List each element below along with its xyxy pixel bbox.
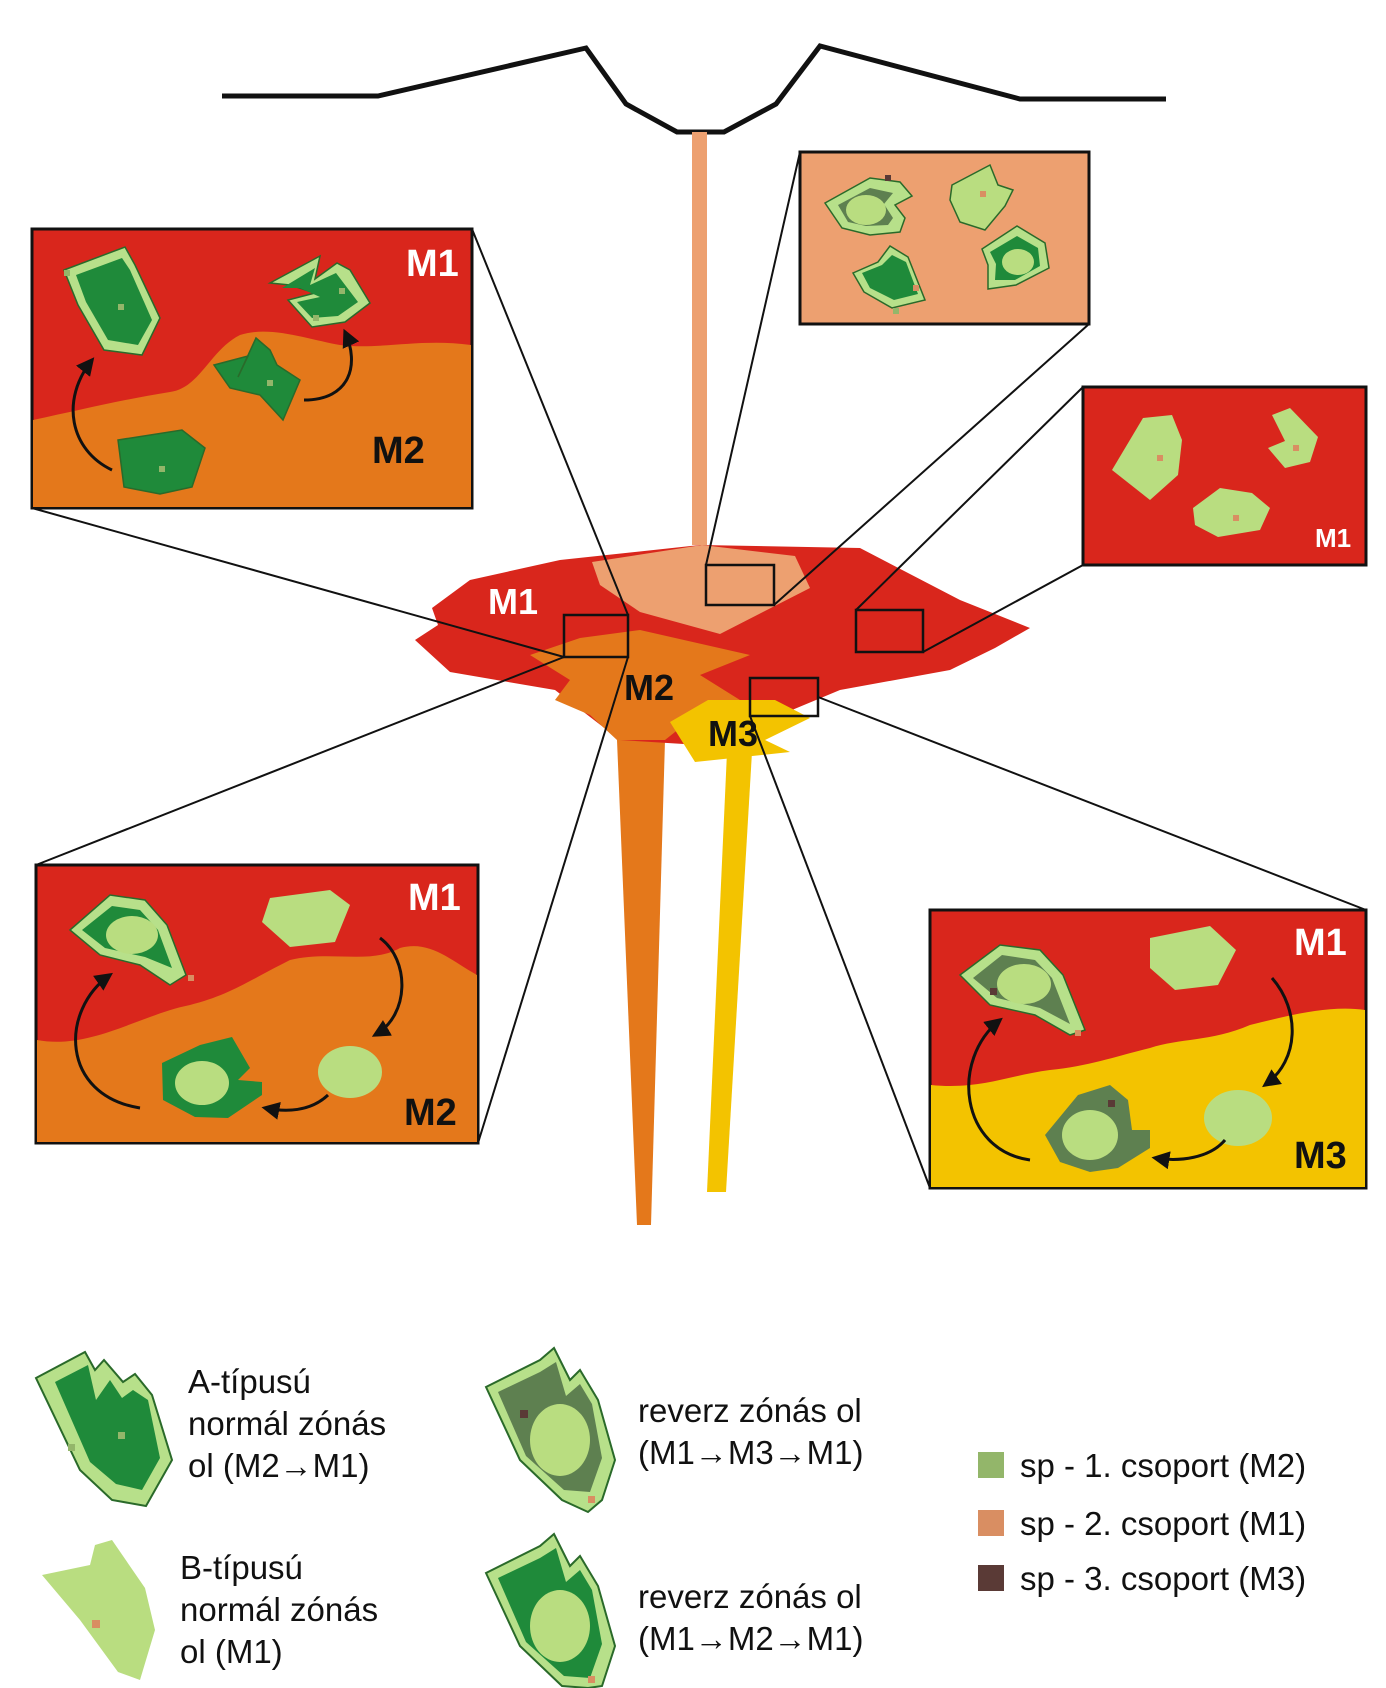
legend-a-line3: ol (M2→M1) (188, 1447, 370, 1484)
panel5-label-m1: M1 (1294, 922, 1347, 964)
legend-reverse-m2 (486, 1534, 864, 1688)
spinel-label-1: sp - 1. csoport (M2) (1020, 1447, 1307, 1484)
legend-b-type (42, 1540, 378, 1680)
spinel-label-2: sp - 2. csoport (M1) (1020, 1505, 1307, 1542)
chamber-label-m2: M2 (624, 667, 675, 708)
legend-spinels (978, 1447, 1306, 1597)
spinel-swatch-1 (978, 1452, 1004, 1478)
panel1-label-m1: M1 (406, 243, 459, 285)
panel1-label-m2: M2 (372, 430, 425, 472)
legend-b-line2: normál zónás (180, 1591, 379, 1628)
panel4-label-m1: M1 (408, 877, 461, 919)
legend-a-line2: normál zónás (188, 1405, 387, 1442)
panel-reverse-m3 (930, 910, 1366, 1188)
legend-b-line3: ol (M1) (180, 1633, 283, 1670)
magma-chamber (415, 545, 1030, 762)
legend-b-line1: B-típusú (180, 1549, 303, 1586)
panel-a-type-m2-m1 (32, 229, 472, 508)
legend-rev3-line1: reverz zónás ol (638, 1392, 862, 1429)
panel-reverse-m2 (36, 865, 478, 1143)
legend (36, 1348, 1306, 1688)
panel-upper-conduit-crystals (800, 152, 1089, 324)
legend-rev2-line2: (M1→M2→M1) (638, 1620, 864, 1657)
chamber-label-m1: M1 (488, 581, 539, 622)
m3-feeder-conduit (707, 752, 752, 1192)
legend-a-line1: A-típusú (188, 1363, 311, 1400)
panel5-label-m3: M3 (1294, 1135, 1347, 1177)
upper-conduit (692, 132, 707, 545)
volcano-surface-line (222, 46, 1166, 132)
legend-reverse-m3 (486, 1348, 864, 1512)
legend-rev3-line2: (M1→M3→M1) (638, 1434, 864, 1471)
panel3-label-m1: M1 (1315, 523, 1352, 553)
spinel-swatch-3 (978, 1565, 1004, 1591)
chamber-label-m3: M3 (708, 713, 759, 754)
legend-rev2-line1: reverz zónás ol (638, 1578, 862, 1615)
spinel-swatch-2 (978, 1510, 1004, 1536)
spinel-label-3: sp - 3. csoport (M3) (1020, 1560, 1307, 1597)
panel-m1-b-type (1083, 387, 1366, 565)
legend-a-type (36, 1352, 386, 1506)
panel4-label-m2: M2 (404, 1092, 457, 1134)
m2-feeder-conduit (617, 740, 665, 1225)
